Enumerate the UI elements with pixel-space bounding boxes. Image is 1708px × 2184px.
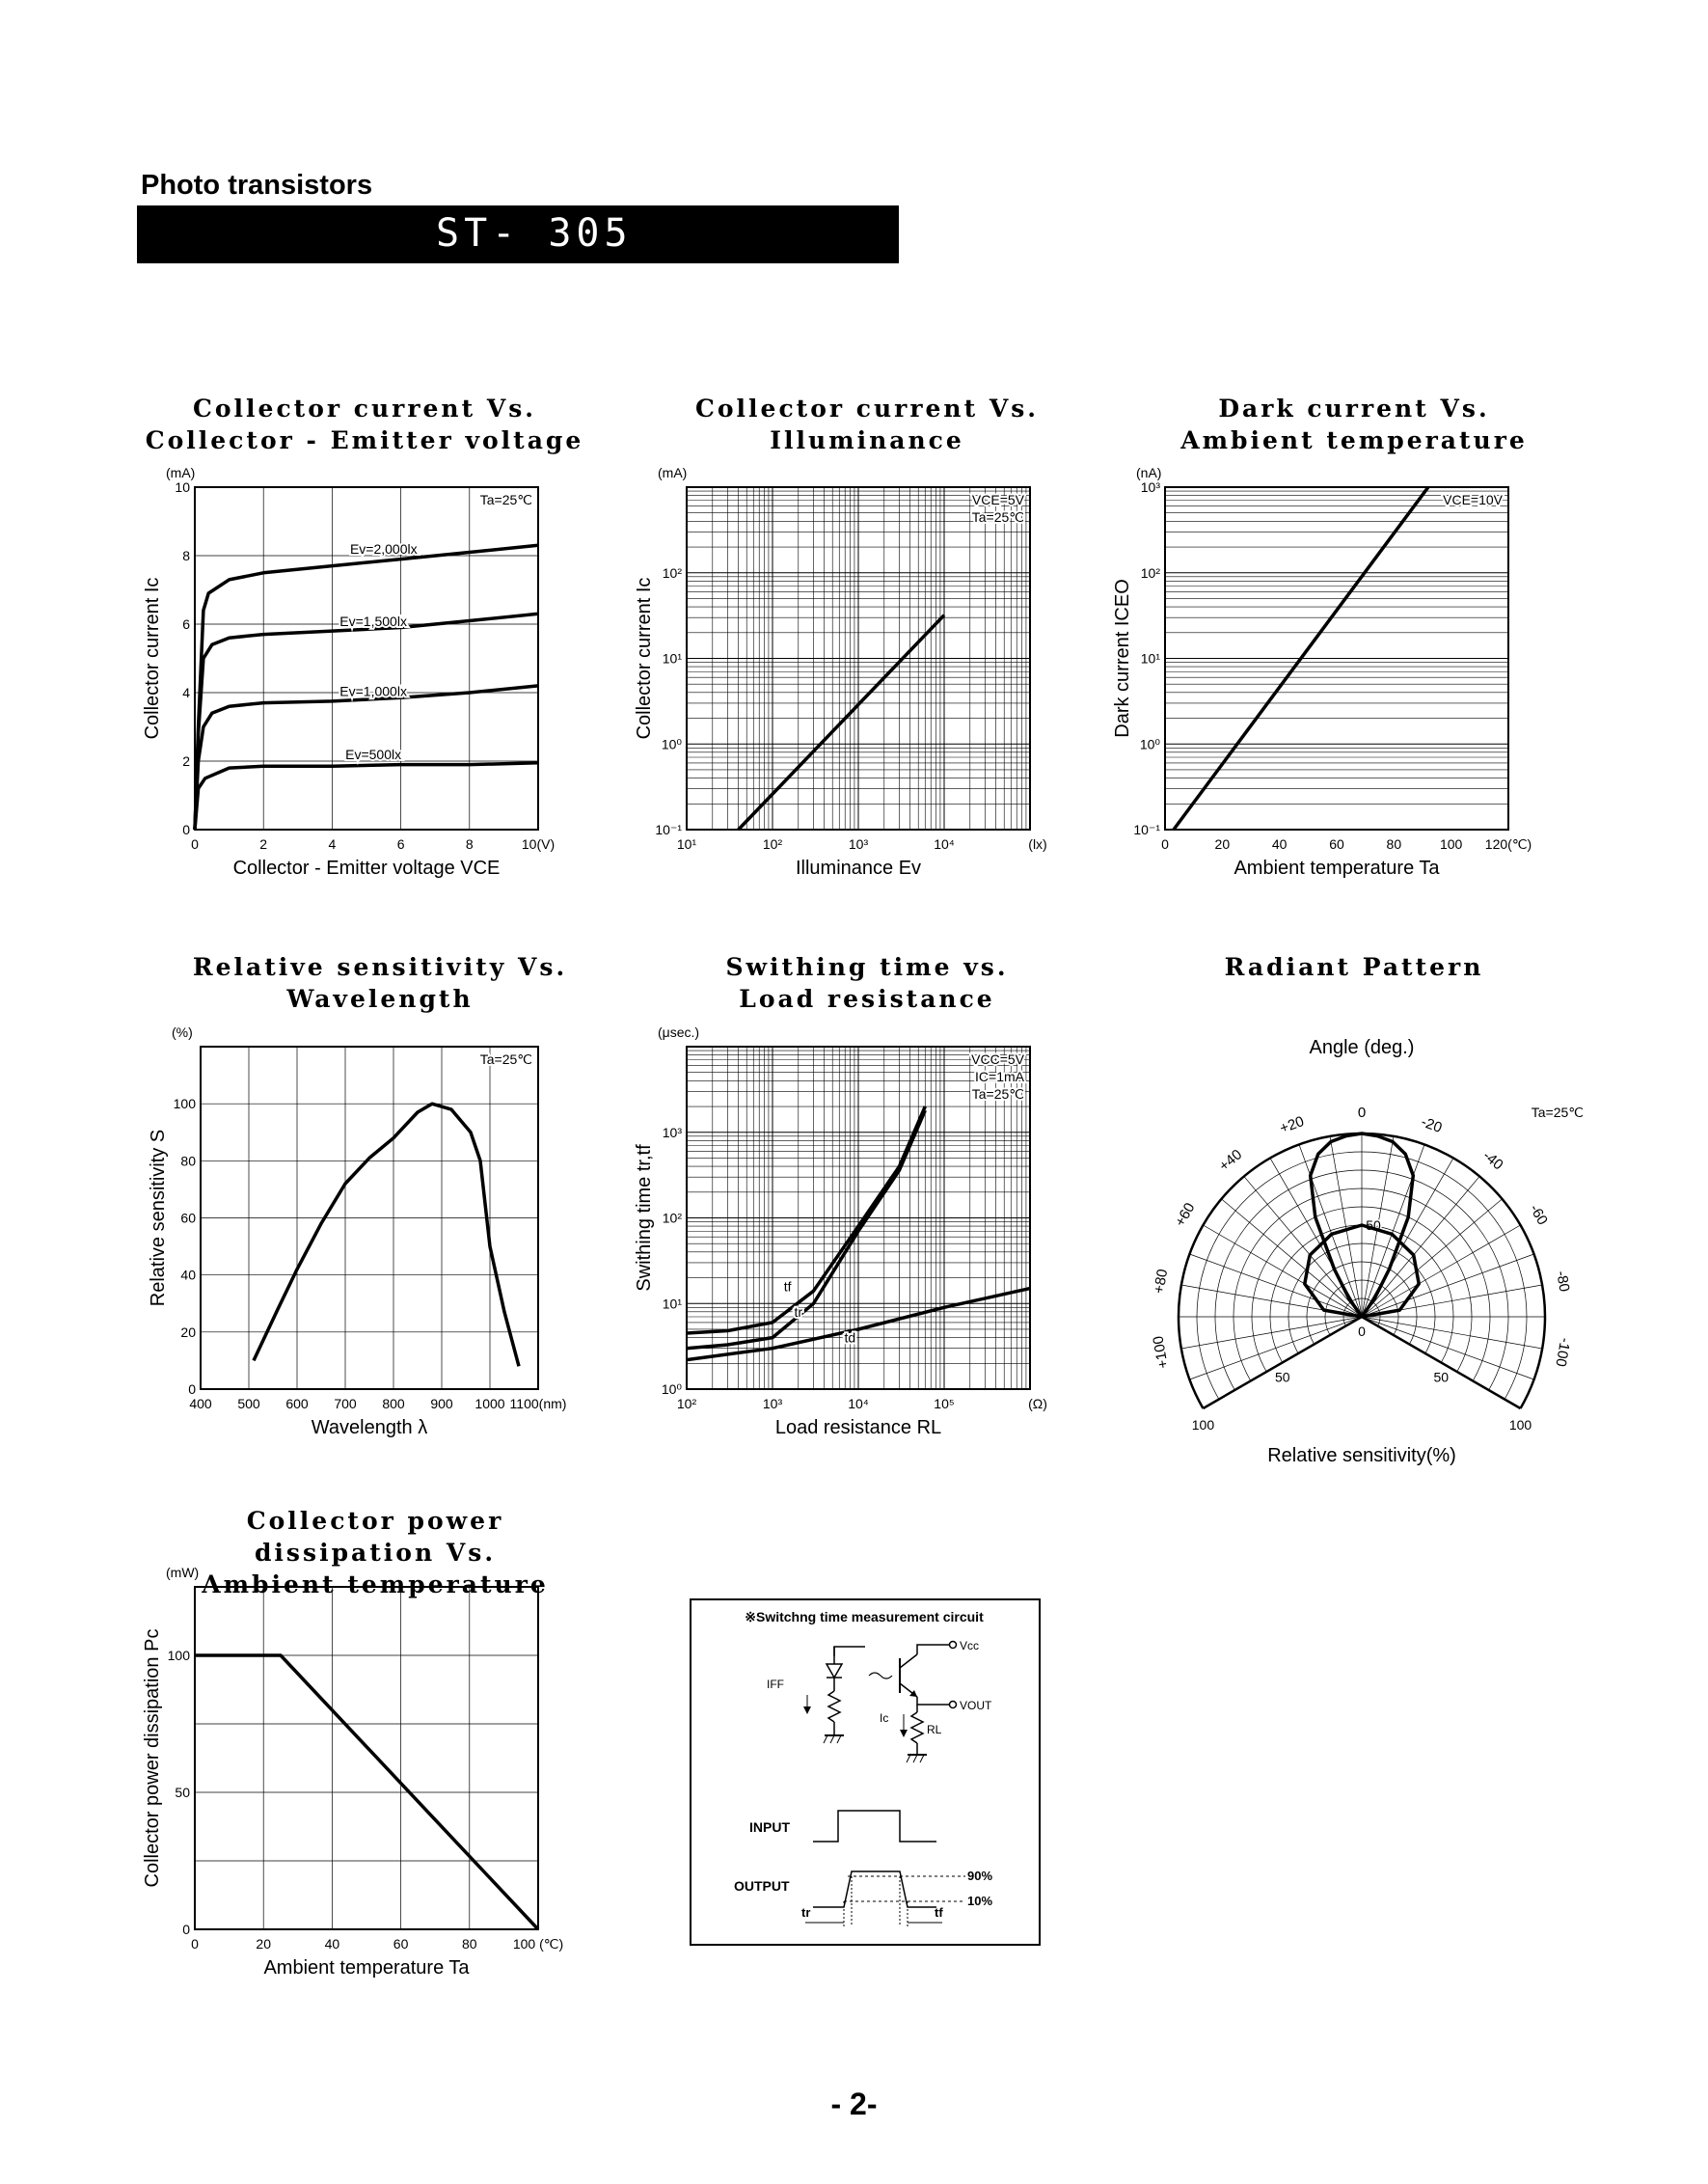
x-tick-label: 20	[1214, 836, 1231, 852]
chart-title-pc-ta: Collector power dissipation Vs. Ambient temperature	[202, 1507, 549, 1598]
circuit-wire	[834, 1647, 865, 1656]
series-label: Ev=2,000lx	[349, 541, 418, 558]
x-tick-label: 40	[324, 1936, 340, 1952]
x-tick-label: 0	[191, 836, 199, 852]
x-tick-label: 800	[382, 1396, 405, 1411]
y-axis-label: Dark current ICEO	[1112, 579, 1133, 738]
polar-spoke	[1221, 1199, 1362, 1317]
y-tick-label: 10²	[1140, 564, 1160, 581]
x-tick-label: 10⁴	[848, 1396, 869, 1411]
series-label: Ev=500lx	[345, 747, 402, 763]
y-unit-label: (%)	[172, 1024, 193, 1040]
chart-title-ic-ev: Collector current Vs. Illuminance	[694, 395, 1040, 454]
angle-tick-label: -100	[1552, 1336, 1574, 1368]
y-axis-label: Collector power dissipation Pc	[142, 1628, 163, 1888]
y-tick-label: 10²	[662, 1210, 682, 1226]
y-axis-label: Relative sensitivity S	[148, 1129, 169, 1307]
chart-title-iceo-ta: Dark current Vs. Ambient temperature	[1180, 395, 1528, 454]
radial-tick-label: 50	[1274, 1369, 1290, 1385]
x-tick-label: 900	[430, 1396, 453, 1411]
chart-pc-ta	[125, 1565, 608, 2016]
label-output: OUTPUT	[734, 1878, 790, 1894]
model-name: ST- 305	[436, 211, 633, 256]
y-tick-label: 40	[180, 1267, 196, 1283]
chart-iceo-ta	[1099, 453, 1601, 907]
plot-frame	[195, 487, 538, 830]
y-tick-label: 100	[173, 1096, 196, 1112]
series-label: tr	[794, 1303, 803, 1320]
condition-label: VCE=10V	[1443, 492, 1503, 507]
series-label: Ev=1,000lx	[339, 683, 407, 699]
y-tick-label: 10¹	[1140, 650, 1160, 667]
x-tick-label: 100 (℃)	[512, 1936, 564, 1952]
y-axis-label: Collector current Ic	[634, 577, 655, 740]
angle-tick-label: -40	[1479, 1147, 1506, 1174]
page-number: - 2-	[830, 2087, 878, 2121]
x-axis-label: Ambient temperature Ta	[1234, 858, 1440, 879]
chart-rel-wavelength	[125, 1013, 608, 1466]
x-unit-label: (lx)	[1028, 836, 1047, 852]
angle-tick-label: -60	[1526, 1201, 1551, 1228]
x-tick-label: 1100(nm)	[509, 1396, 567, 1411]
y-unit-label: (μsec.)	[658, 1024, 700, 1040]
y-tick-label: 10⁻¹	[655, 822, 682, 837]
radial-tick-label: 100	[1508, 1417, 1532, 1433]
condition-label: Ta=25℃	[1531, 1105, 1584, 1120]
x-tick-label: 10²	[762, 836, 783, 852]
y-tick-label: 10⁻¹	[1133, 822, 1160, 837]
model-bar	[137, 205, 899, 263]
label-rl: RL	[927, 1723, 942, 1736]
x-tick-label: 500	[237, 1396, 260, 1411]
x-unit-label: (Ω)	[1028, 1396, 1047, 1411]
x-tick-label: 10(V)	[521, 836, 556, 852]
y-tick-label: 50	[175, 1785, 190, 1800]
x-tick-label: 400	[189, 1396, 212, 1411]
angle-tick-label: -20	[1419, 1113, 1445, 1136]
y-tick-label: 10²	[662, 564, 682, 581]
condition-label: IC=1mA	[975, 1069, 1024, 1084]
radial-tick-label: 100	[1191, 1417, 1215, 1433]
chart-ic-vce	[125, 453, 608, 907]
y-tick-label: 10¹	[662, 650, 682, 667]
y-axis-label: Swithing time tr,tf	[634, 1144, 655, 1292]
y-tick-label: 60	[180, 1210, 196, 1226]
condition-label: VCE=5V	[971, 492, 1024, 507]
polar-spoke	[1362, 1199, 1503, 1317]
y-unit-label: (mA)	[166, 465, 196, 480]
angle-tick-label: +100	[1150, 1334, 1173, 1370]
x-tick-label: 100	[1439, 836, 1463, 852]
x-tick-label: 10⁵	[934, 1396, 955, 1411]
series-line	[195, 614, 538, 830]
y-tick-label: 10³	[1140, 479, 1160, 495]
y-tick-label: 10⁰	[661, 736, 682, 752]
condition-label: Ta=25℃	[971, 1086, 1024, 1102]
x-tick-label: 2	[259, 836, 268, 852]
y-tick-label: 10	[175, 479, 190, 495]
y-tick-label: 10⁰	[1139, 736, 1160, 752]
x-tick-label: 120(℃)	[1484, 836, 1532, 852]
y-tick-label: 20	[180, 1324, 196, 1340]
condition-label: Ta=25℃	[971, 509, 1024, 525]
angle-label: Angle (deg.)	[1309, 1037, 1415, 1058]
y-tick-label: 10¹	[662, 1296, 682, 1312]
x-tick-label: 10³	[848, 836, 869, 852]
x-tick-label: 60	[1329, 836, 1344, 852]
chart-title-rel-wavelength: Relative sensitivity Vs. Wavelength	[192, 953, 568, 1013]
y-tick-label: 8	[182, 548, 190, 563]
label-90: 90%	[967, 1869, 993, 1883]
x-tick-label: 10⁴	[934, 836, 955, 852]
series-line	[739, 615, 944, 830]
series-line	[254, 1104, 519, 1366]
light-arrow	[869, 1673, 892, 1679]
x-axis-label: Ambient temperature Ta	[263, 1957, 470, 1979]
x-tick-label: 40	[1271, 836, 1288, 852]
x-tick-label: 6	[396, 836, 405, 852]
condition-label: VCC=5V	[971, 1051, 1024, 1067]
led-symbol	[827, 1664, 842, 1678]
polar-spoke	[1362, 1176, 1479, 1317]
x-tick-label: 700	[334, 1396, 357, 1411]
chart-switching	[617, 1013, 1080, 1466]
radial-tick-label: 50	[1366, 1217, 1381, 1233]
label-iff: IFF	[767, 1678, 784, 1691]
y-unit-label: (mA)	[658, 465, 688, 480]
series-label: Ev=1,500lx	[339, 613, 407, 629]
x-tick-label: 10³	[762, 1396, 783, 1411]
chart-title-ic-vce: Collector current Vs. Collector - Emitter voltage	[145, 395, 584, 454]
y-axis-label: Collector current Ic	[142, 577, 163, 740]
y-tick-label: 0	[182, 822, 190, 837]
x-tick-label: 8	[465, 836, 474, 852]
angle-tick-label: -80	[1553, 1269, 1573, 1294]
angle-tick-label: +60	[1172, 1199, 1199, 1230]
x-tick-label: 4	[328, 836, 337, 852]
y-unit-label: (nA)	[1136, 465, 1162, 480]
y-tick-label: 0	[182, 1922, 190, 1937]
y-tick-label: 10⁰	[661, 1381, 682, 1397]
x-axis-label: Load resistance RL	[774, 1417, 942, 1438]
label-vcc: Vcc	[960, 1639, 980, 1652]
x-axis-label: Collector - Emitter voltage VCE	[232, 858, 501, 879]
label-10: 10%	[967, 1894, 993, 1908]
x-axis-label: Illuminance Ev	[795, 858, 922, 879]
y-tick-label: 2	[182, 753, 190, 769]
page-category: Photo transistors	[141, 170, 373, 201]
y-tick-label: 100	[167, 1648, 190, 1663]
y-tick-label: 4	[182, 685, 190, 700]
chart-title-switching: Swithing time vs. Load resistance	[725, 953, 1009, 1013]
radial-tick-label: 0	[1358, 1324, 1366, 1339]
x-tick-label: 600	[285, 1396, 309, 1411]
input-resistor	[828, 1691, 840, 1722]
y-tick-label: 80	[180, 1153, 196, 1169]
x-tick-label: 80	[462, 1936, 477, 1952]
x-tick-label: 1000	[474, 1396, 505, 1411]
x-tick-label: 0	[191, 1936, 199, 1952]
chart-ic-ev	[617, 453, 1080, 907]
label-ic: Ic	[880, 1711, 889, 1725]
series-line	[195, 763, 538, 830]
label-input: INPUT	[749, 1819, 790, 1835]
y-tick-label: 6	[182, 616, 190, 632]
condition-label: Ta=25℃	[479, 1051, 532, 1067]
x-tick-label: 60	[393, 1936, 409, 1952]
x-tick-label: 10¹	[676, 836, 697, 852]
label-tf: tf	[935, 1905, 943, 1920]
angle-tick-label: +80	[1151, 1268, 1172, 1296]
label-tr: tr	[801, 1905, 811, 1920]
x-axis-label: Wavelength λ	[311, 1417, 428, 1438]
x-tick-label: 20	[256, 1936, 271, 1952]
condition-label: Ta=25℃	[479, 492, 532, 507]
x-tick-label: 80	[1386, 836, 1402, 852]
y-tick-label: 0	[188, 1381, 196, 1397]
input-waveform	[813, 1811, 936, 1842]
x-tick-label: 0	[1161, 836, 1169, 852]
y-tick-label: 10³	[662, 1124, 682, 1140]
y-unit-label: (mW)	[166, 1565, 200, 1580]
angle-tick-label: 0	[1357, 1105, 1367, 1121]
radial-axis-label: Relative sensitivity(%)	[1267, 1445, 1456, 1466]
switching-circuit-diagram	[690, 1598, 1043, 1948]
chart-radiant	[1099, 1023, 1640, 1466]
radial-tick-label: 50	[1433, 1369, 1450, 1385]
series-line	[687, 1110, 925, 1349]
circuit-title: ※Switchng time measurement circuit	[745, 1609, 984, 1624]
plot-frame	[195, 1587, 538, 1929]
series-label: tf	[783, 1278, 792, 1295]
series-label: td	[844, 1329, 856, 1346]
polar-spoke	[1244, 1176, 1362, 1317]
chart-title-radiant: Radiant Pattern	[1224, 953, 1484, 981]
load-resistor	[911, 1712, 923, 1743]
x-tick-label: 10²	[676, 1396, 697, 1411]
label-vout: VOUT	[960, 1699, 992, 1712]
angle-tick-label: +20	[1277, 1112, 1307, 1137]
angle-tick-label: +40	[1215, 1146, 1246, 1175]
